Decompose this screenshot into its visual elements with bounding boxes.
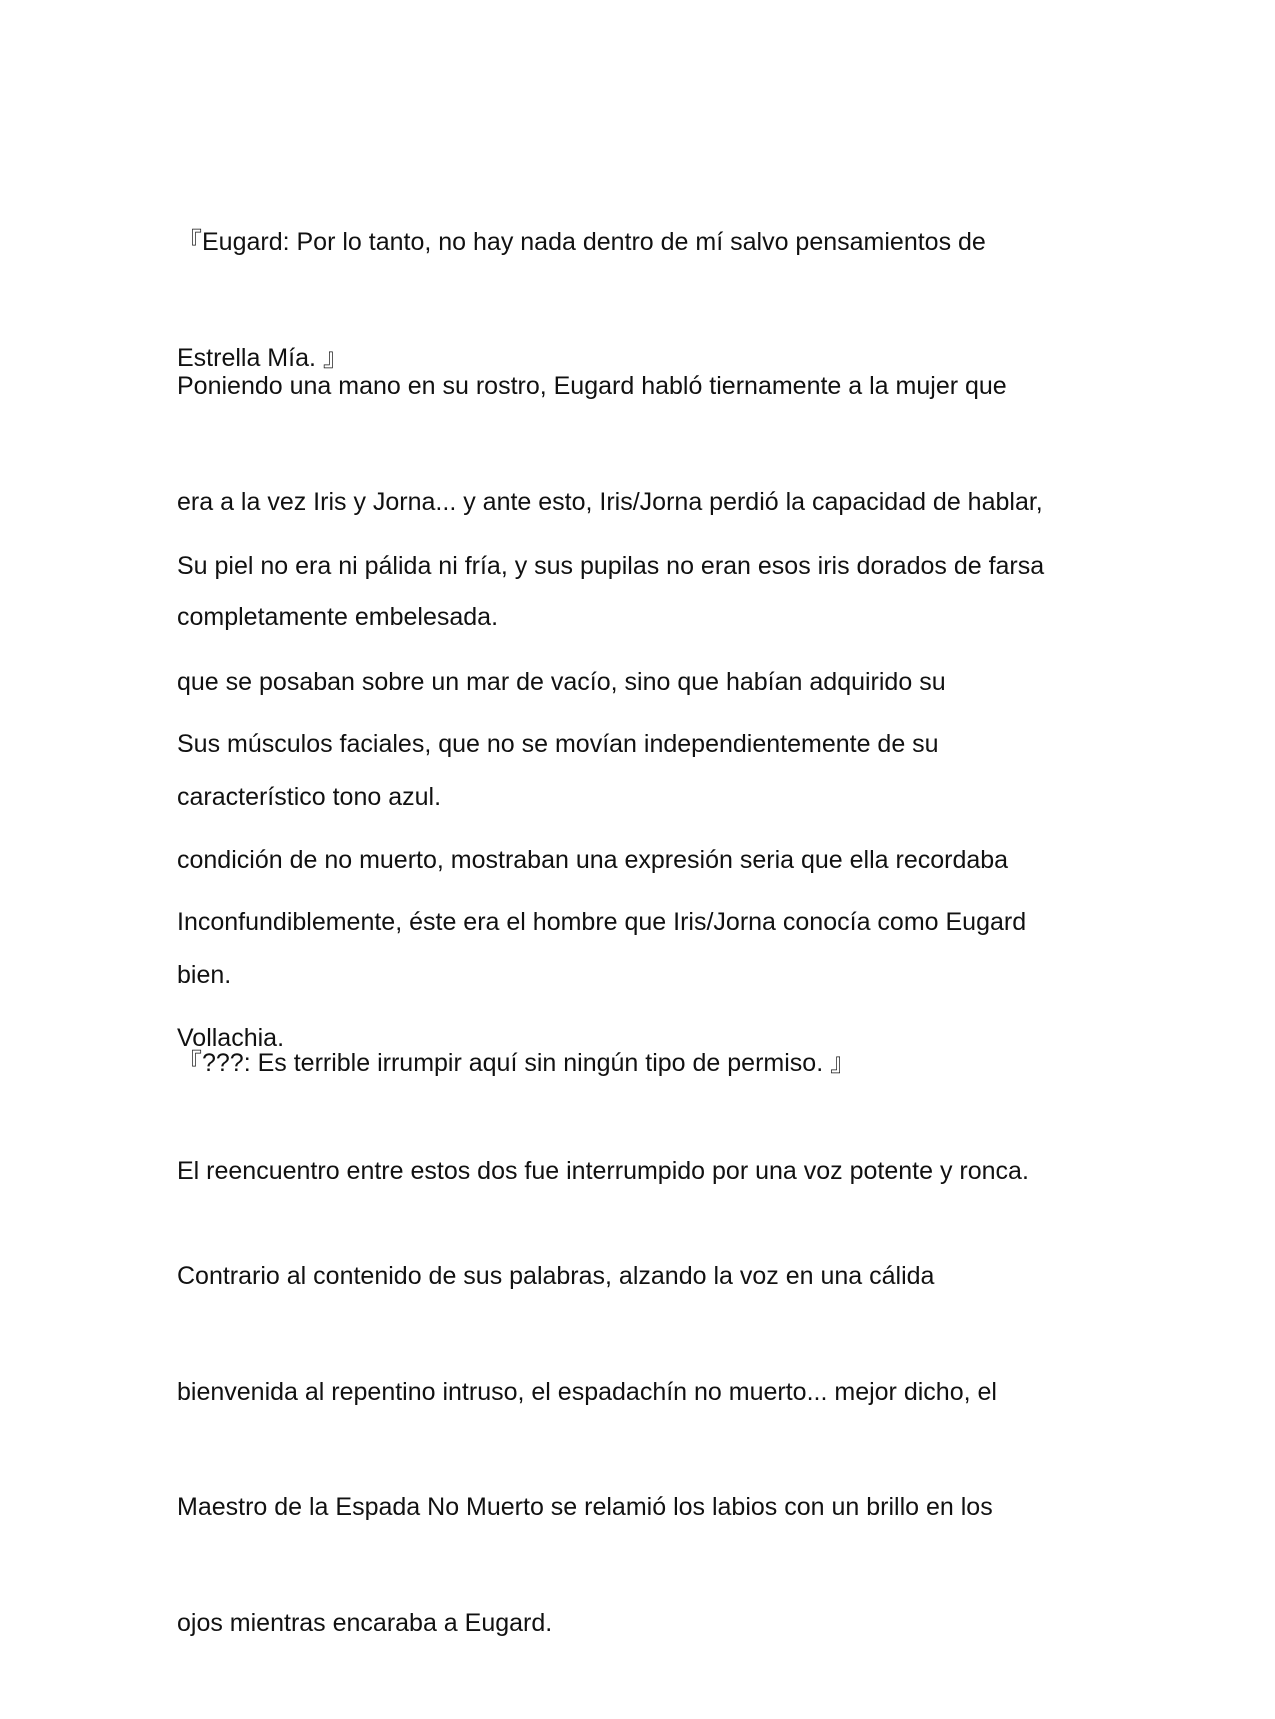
text-line: 『???: Es terrible irrumpir aquí sin ningún tipo de permiso. 』 bbox=[177, 1049, 856, 1077]
text-line: Sus músculos faciales, que no se movían independientemente de su bbox=[177, 730, 939, 758]
text-line: bien. bbox=[177, 961, 232, 989]
text-line: ojos mientras encaraba a Eugard. bbox=[177, 1608, 553, 1637]
text-line: Inconfundiblemente, éste era el hombre que Iris/Jorna conocía como Eugard bbox=[177, 908, 1027, 936]
text-line: Maestro de la Espada No Muerto se relamió los labios con un brillo en los bbox=[177, 1493, 993, 1521]
text-line: condición de no muerto, mostraban una expresión seria que ella recordaba bbox=[177, 845, 1009, 874]
text-line: era a la vez Iris y Jorna... y ante esto, Iris/Jorna perdió la capacidad de hablar, bbox=[177, 487, 1043, 516]
text-line: que se posaban sobre un mar de vacío, sino que habían adquirido su bbox=[177, 667, 946, 696]
paragraph-narration-6 bbox=[177, 1180, 1107, 1719]
text-line: Su piel no era ni pálida ni fría, y sus pupilas no eran esos iris dorados de farsa bbox=[177, 552, 1045, 580]
text-line: característico tono azul. bbox=[177, 783, 442, 811]
text-line: 『Eugard: Por lo tanto, no hay nada dentro de mí salvo pensamientos de bbox=[177, 228, 986, 256]
text-line: Estrella Mía. 』 bbox=[177, 343, 348, 372]
text-line: Contrario al contenido de sus palabras, alzando la voz en una cálida bbox=[177, 1262, 935, 1290]
text-line: bienvenida al repentino intruso, el espadachín no muerto... mejor dicho, el bbox=[177, 1377, 997, 1406]
text-line: Poniendo una mano en su rostro, Eugard habló tiernamente a la mujer que bbox=[177, 372, 1007, 400]
text-line: El reencuentro entre estos dos fue interrumpido por una voz potente y ronca. bbox=[177, 1157, 1029, 1185]
text-line: Vollachia. bbox=[177, 1023, 285, 1052]
text-line: completamente embelesada. bbox=[177, 603, 499, 631]
